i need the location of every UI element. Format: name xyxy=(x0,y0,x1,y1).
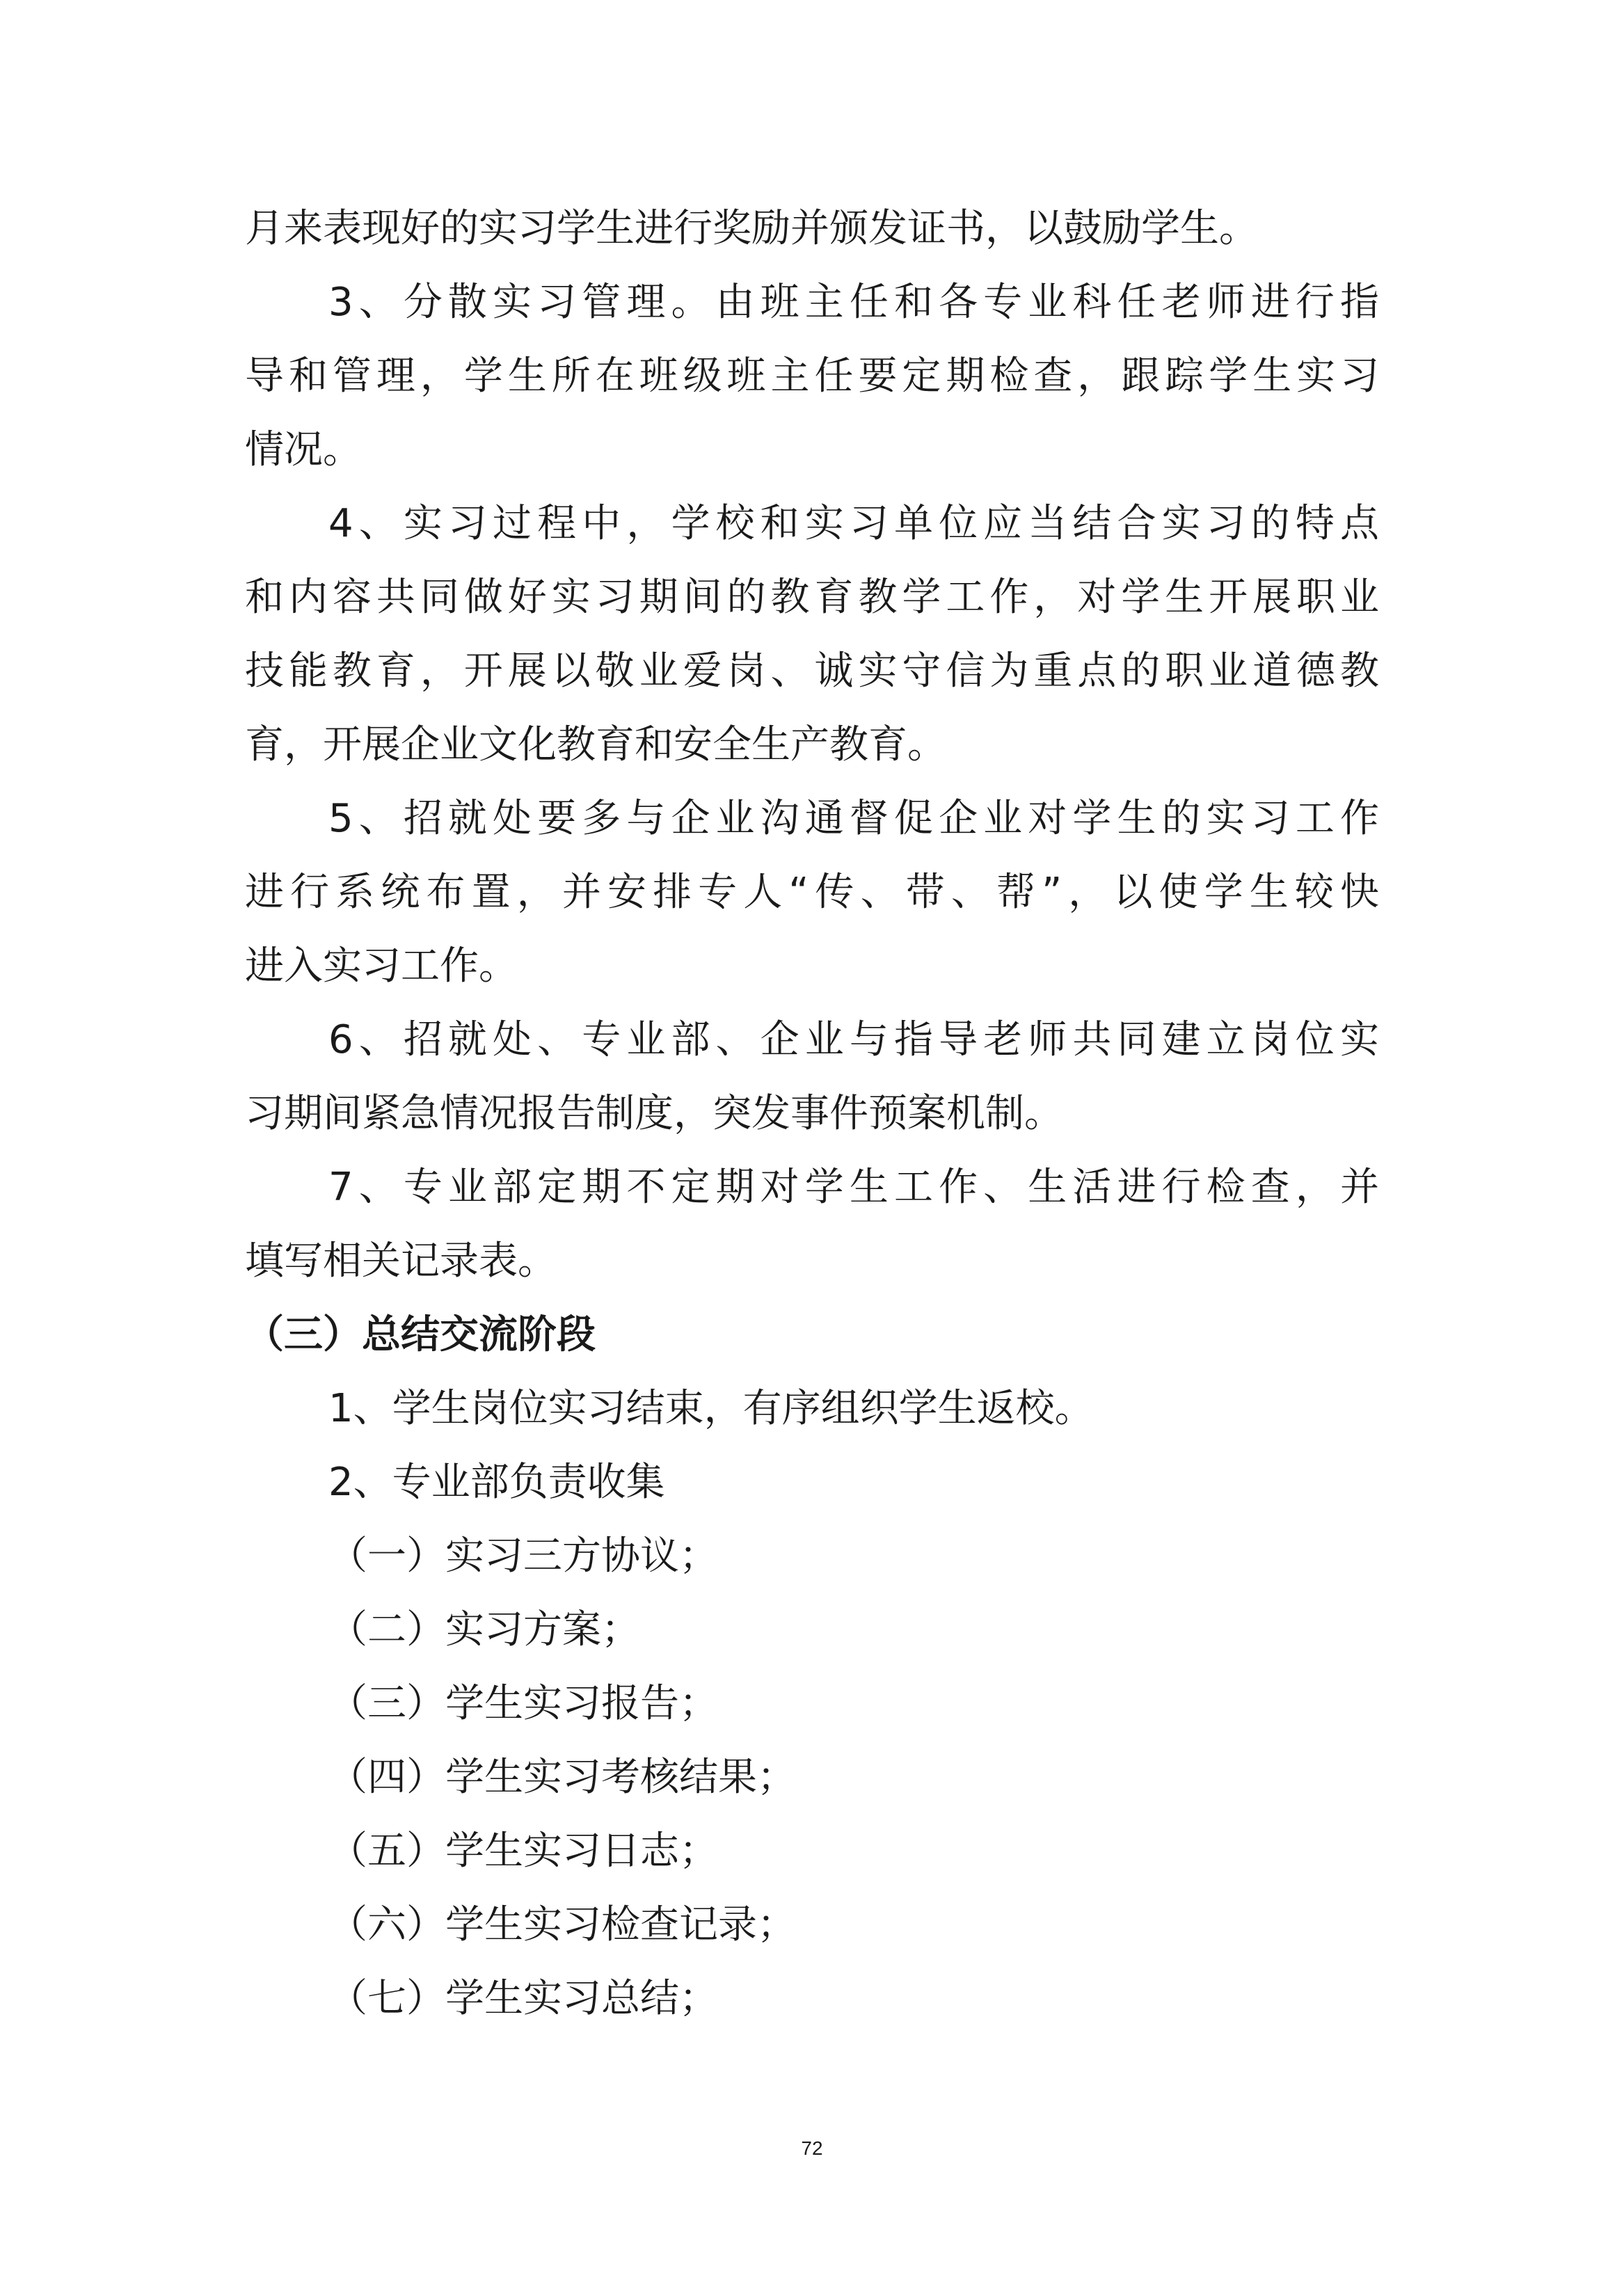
paragraph-line: 5、招就处要多与企业沟通督促企业对学生的实习工作 xyxy=(328,796,1379,841)
paragraph-line: 育，开展企业文化教育和安全生产教育。 xyxy=(245,722,946,767)
paragraph-line: 7、专业部定期不定期对学生工作、生活进行检查，并 xyxy=(328,1165,1379,1210)
list-item: （三）学生实习报告； xyxy=(328,1681,718,1726)
paragraph-line: 进行系统布置，并安排专人“传、带、帮”，以使学生较快 xyxy=(245,870,1379,915)
paragraph-line: 1、学生岗位实习结束，有序组织学生返校。 xyxy=(328,1386,1094,1431)
paragraph-line: 月来表现好的实习学生进行奖励并颁发证书，以鼓励学生。 xyxy=(245,206,1258,251)
list-item: （七）学生实习总结； xyxy=(328,1976,718,2021)
paragraph-line: 技能教育，开展以敬业爱岗、诚实守信为重点的职业道德教 xyxy=(245,648,1379,694)
paragraph-line: 4、实习过程中，学校和实习单位应当结合实习的特点 xyxy=(328,501,1379,546)
paragraph-line: 进入实习工作。 xyxy=(245,943,518,989)
section-heading: （三）总结交流阶段 xyxy=(245,1312,596,1357)
page-number: 72 xyxy=(801,2137,823,2159)
paragraph-line: 3、分散实习管理。由班主任和各专业科任老师进行指 xyxy=(328,280,1379,325)
paragraph-line: 情况。 xyxy=(245,427,362,472)
paragraph-line: 导和管理，学生所在班级班主任要定期检查，跟踪学生实习 xyxy=(245,353,1379,399)
paragraph-line: 习期间紧急情况报告制度，突发事件预案机制。 xyxy=(245,1091,1063,1136)
paragraph-line: 和内容共同做好实习期间的教育教学工作，对学生开展职业 xyxy=(245,575,1379,620)
list-item: （四）学生实习考核结果； xyxy=(328,1755,796,1800)
paragraph-line: 6、招就处、专业部、企业与指导老师共同建立岗位实 xyxy=(328,1017,1379,1062)
paragraph-line: 2、专业部负责收集 xyxy=(328,1460,665,1505)
list-item: （一）实习三方协议； xyxy=(328,1533,718,1579)
list-item: （五）学生实习日志； xyxy=(328,1828,718,1874)
list-item: （六）学生实习检查记录； xyxy=(328,1902,796,1947)
list-item: （二）实习方案； xyxy=(328,1607,640,1652)
paragraph-line: 填写相关记录表。 xyxy=(245,1238,557,1284)
